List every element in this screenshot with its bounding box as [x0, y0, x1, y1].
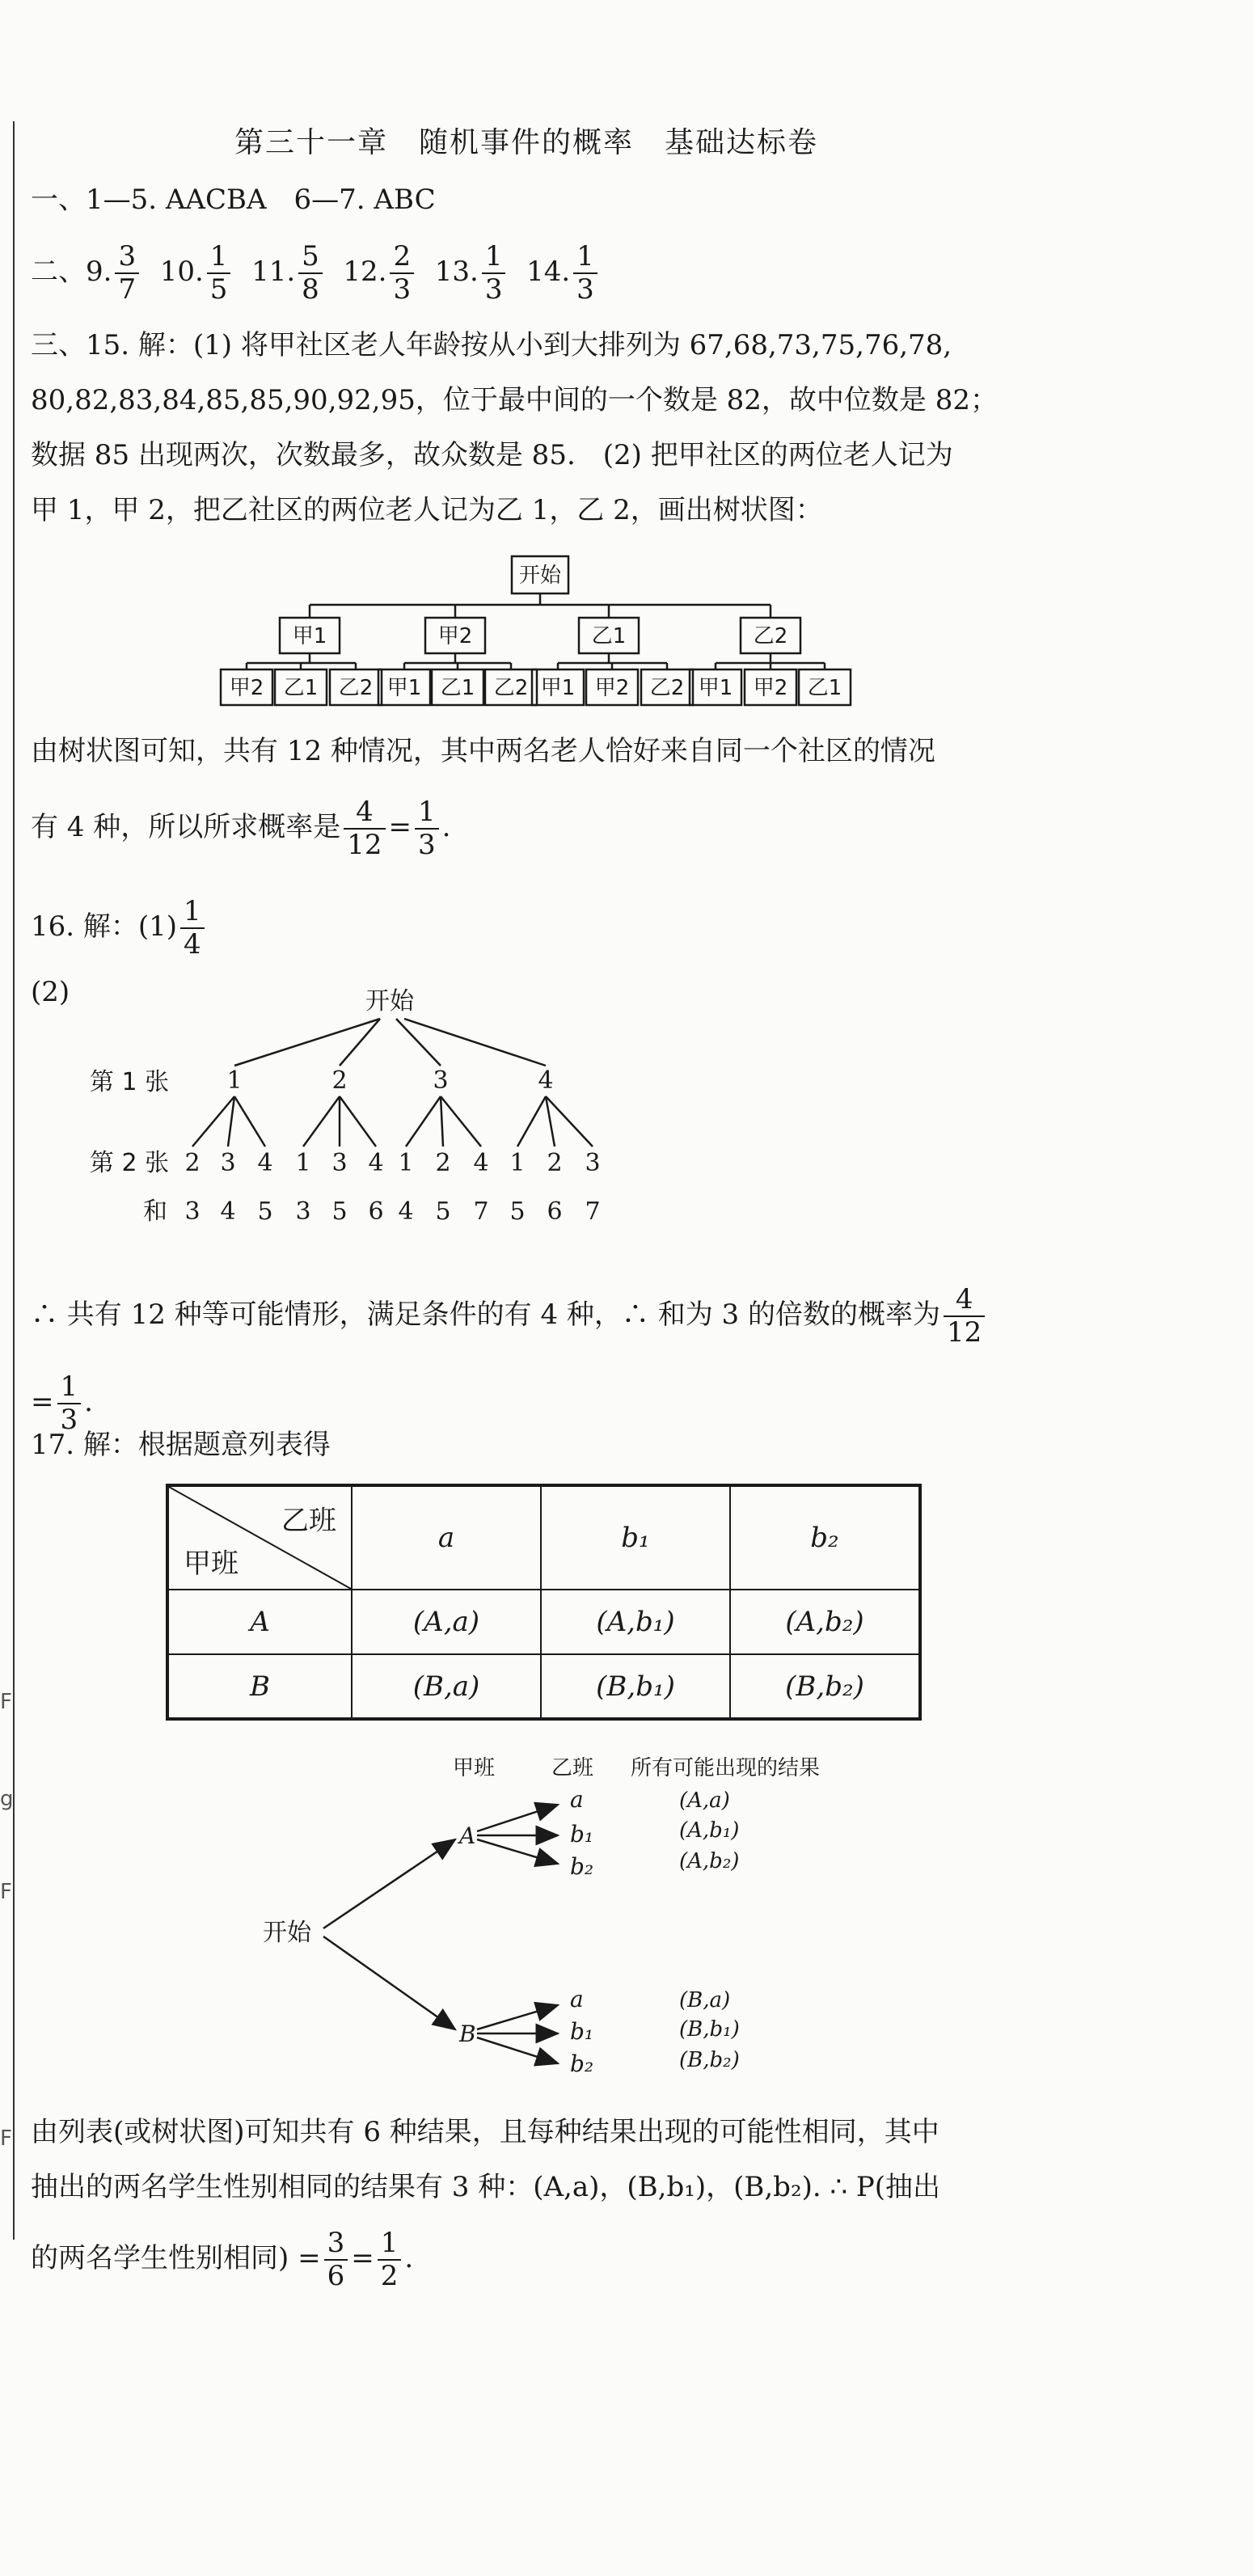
fraction: $\frac{1}{4}$	[180, 896, 205, 961]
tree-result: (B,b₂)	[679, 2048, 740, 2072]
q15-line-1: 三、15. 解：(1) 将甲社区老人年龄按从小到大排列为 67,68,73,75,76,78,	[31, 329, 952, 361]
tree-leaf: a	[570, 1786, 584, 1813]
tree-node: 甲2	[437, 624, 473, 648]
text: ∴ 共有 12 种等可能情形，满足条件的有 4 种，∴ 和为 3 的倍数的概率为	[31, 1299, 940, 1332]
tree-result: (B,a)	[679, 1988, 731, 2012]
q17-conclusion-3	[31, 2228, 413, 2292]
tree-node: 开始	[518, 564, 562, 588]
q16-part-2: (2)	[31, 976, 70, 1008]
q15-conclusion-1: 由树状图可知，共有 12 种情况，其中两名老人恰好来自同一个社区的情况	[31, 735, 935, 767]
tree-leaf: b₂	[570, 2050, 594, 2077]
fraction: $\frac{4}{12}$	[344, 796, 385, 861]
row-label: 第 1 张	[89, 1068, 170, 1096]
tree-result: (A,b₁)	[679, 1818, 740, 1843]
table-cell: (A,a)	[352, 1590, 541, 1654]
tree-leaf: 乙1	[807, 676, 842, 700]
tree-leaf: 甲2	[753, 676, 788, 700]
tree-result: (A,a)	[679, 1788, 730, 1813]
tree-root: 开始	[365, 987, 414, 1016]
tree-leaf: 3	[331, 1149, 348, 1177]
fraction: $\frac{5}{8}$	[298, 241, 323, 306]
q15-line-3: 数据 85 出现两次，次数最多，故众数是 85. (2) 把甲社区的两位老人记为	[31, 439, 953, 471]
corner-header-top: 乙班	[281, 1505, 336, 1537]
tree-leaf: 甲1	[386, 676, 422, 700]
tree-leaf: 3	[220, 1149, 236, 1177]
margin-mark: F	[0, 1880, 12, 1904]
text: .	[441, 811, 451, 844]
text: .	[84, 1386, 93, 1419]
tree-leaf: 甲1	[698, 676, 733, 700]
table-cell: (B,b₁)	[541, 1654, 730, 1719]
sec2-label: 14.	[526, 255, 571, 289]
text: 16. 解：(1)	[31, 910, 178, 944]
tree-leaf: 2	[184, 1149, 201, 1177]
tree-leaf: 1	[398, 1149, 414, 1177]
sec2-label: 12.	[343, 255, 387, 289]
tree-result: (A,b₂)	[679, 1849, 740, 1873]
tree-leaf: 乙1	[440, 676, 475, 700]
text: 有 4 种，所以所求概率是	[31, 811, 341, 844]
tree-node: 乙2	[753, 624, 788, 648]
text: 的两名学生性别相同) =	[31, 2242, 321, 2275]
sum-value: 4	[220, 1197, 236, 1226]
tree-node: 2	[331, 1066, 348, 1095]
tree-leaf: 乙2	[493, 676, 529, 700]
fraction: $\frac{1}{2}$	[378, 2228, 402, 2292]
tree-node: B	[459, 2021, 476, 2047]
tree-leaf: 甲2	[594, 676, 630, 700]
fraction: $\frac{3}{7}$	[115, 241, 139, 306]
tree-header: 甲班	[453, 1756, 496, 1780]
text: =	[388, 811, 412, 844]
tree-leaf: 2	[547, 1149, 563, 1177]
tree-header: 乙班	[551, 1756, 594, 1780]
tree-leaf: 1	[295, 1149, 311, 1177]
tree-node: 4	[538, 1066, 554, 1095]
section-1-answers: 一、1—5. AACBA 6—7. ABC	[31, 184, 436, 216]
tree-leaf: 1	[509, 1149, 526, 1177]
table-col-header: b₁	[541, 1485, 730, 1590]
q15-line-4: 甲 1，甲 2，把乙社区的两位老人记为乙 1，乙 2，画出树状图：	[31, 494, 823, 526]
sum-value: 7	[473, 1197, 489, 1226]
table-cell: (B,b₂)	[730, 1654, 920, 1719]
tree-root: 开始	[263, 1919, 311, 1947]
sum-value: 5	[435, 1197, 451, 1226]
fraction: $\frac{1}{3}$	[57, 1371, 82, 1436]
q17-intro: 17. 解：根据题意列表得	[31, 1429, 331, 1461]
page-title: 第三十一章 随机事件的概率 基础达标卷	[234, 126, 819, 159]
table-col-header: b₂	[730, 1485, 920, 1590]
row-label: 第 2 张	[89, 1149, 170, 1177]
tree-leaf: 乙1	[283, 676, 319, 700]
text: =	[31, 1386, 54, 1419]
sum-value: 6	[547, 1197, 563, 1226]
sum-value: 3	[184, 1197, 201, 1226]
tree-node: 1	[226, 1066, 243, 1095]
sum-value: 7	[585, 1197, 601, 1226]
table-cell: (A,b₂)	[730, 1590, 920, 1654]
fraction: $\frac{1}{3}$	[415, 796, 439, 861]
sec2-prefix: 二、9.	[31, 255, 112, 289]
tree-leaf: 乙2	[338, 676, 374, 700]
tree-node: A	[459, 1822, 476, 1849]
margin-mark: F	[0, 2126, 12, 2151]
tree-leaf: 4	[368, 1149, 384, 1177]
fraction: $\frac{2}{3}$	[390, 241, 414, 306]
fraction: $\frac{3}{6}$	[324, 2228, 348, 2292]
sum-value: 3	[295, 1197, 311, 1226]
tree-leaf: 甲1	[540, 676, 576, 700]
tree-leaf: 2	[435, 1149, 451, 1177]
table-cell: (A,b₁)	[541, 1590, 730, 1654]
tree-result: (B,b₁)	[679, 2017, 740, 2042]
fraction: $\frac{1}{3}$	[482, 241, 506, 306]
tree-header: 所有可能出现的结果	[631, 1756, 821, 1780]
tree-leaf: b₂	[570, 1853, 594, 1880]
sum-value: 6	[368, 1197, 384, 1226]
table-row-header: A	[167, 1590, 352, 1654]
tree-leaf: 3	[585, 1149, 601, 1177]
sum-value: 4	[398, 1197, 414, 1226]
fraction: $\frac{4}{12}$	[944, 1284, 985, 1349]
tree-node: 甲1	[292, 624, 327, 648]
sum-value: 5	[509, 1197, 526, 1226]
sec2-label: 11.	[251, 255, 296, 289]
margin-mark: g	[0, 1787, 14, 1811]
tree-leaf: a	[570, 1986, 584, 2012]
q17-conclusion-2: 抽出的两名学生性别相同的结果有 3 种：(A,a)，(B,b₁)，(B,b₂). ∴ P(抽出	[31, 2171, 941, 2203]
fraction: $\frac{1}{5}$	[207, 241, 231, 306]
margin-mark: F	[0, 1690, 12, 1714]
tree-leaf: 甲2	[229, 676, 264, 700]
corner-header-bottom: 甲班	[184, 1548, 239, 1580]
tree-leaf: 乙2	[649, 676, 685, 700]
sec2-label: 13.	[434, 255, 479, 289]
tree-node: 乙1	[591, 624, 627, 648]
row-label: 和	[143, 1197, 167, 1226]
q15-line-2: 80,82,83,84,85,85,90,92,95，位于最中间的一个数是 82，故中位数是 82；	[31, 384, 998, 416]
table-col-header: a	[352, 1485, 541, 1590]
table-cell: (B,a)	[352, 1654, 541, 1719]
tree-leaf: b₁	[570, 1821, 594, 1848]
sum-value: 5	[331, 1197, 348, 1226]
tree-leaf: 4	[257, 1149, 273, 1177]
table-row-header: B	[167, 1654, 352, 1719]
tree-leaf: 4	[473, 1149, 489, 1177]
text: =	[351, 2242, 374, 2275]
sum-value: 5	[257, 1197, 273, 1226]
tree-leaf: b₁	[570, 2018, 594, 2045]
sec2-label: 10.	[159, 255, 204, 289]
q17-conclusion-1: 由列表(或树状图)可知共有 6 种结果，且每种结果出现的可能性相同，其中	[31, 2116, 939, 2148]
tree-node: 3	[433, 1066, 449, 1095]
fraction: $\frac{1}{3}$	[573, 241, 597, 306]
text: .	[404, 2242, 414, 2275]
